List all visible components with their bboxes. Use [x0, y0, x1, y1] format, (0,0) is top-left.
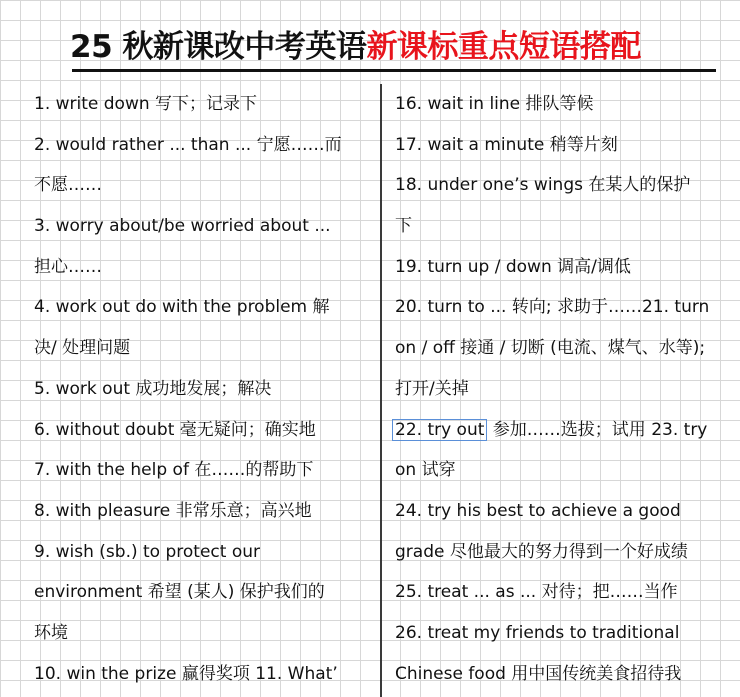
phrase-line: 19. turn up / down 调高/调低 — [395, 256, 631, 277]
phrase-line: 26. treat my friends to traditional — [395, 622, 680, 643]
right-column — [395, 84, 733, 694]
phrase-line: 20. turn to ... 转向; 求助于……21. turn — [395, 297, 710, 318]
phrase-line: 环境 — [34, 622, 68, 643]
phrase-line: 4. work out do with the problem 解 — [34, 297, 330, 318]
phrase-line-rest: 参加……选拔；试用 23. try — [487, 419, 708, 440]
phrase-line: environment 希望 (某人) 保护我们的 — [34, 582, 325, 603]
phrase-line: 17. wait a minute 稍等片刻 — [395, 134, 618, 155]
phrase-line: 8. with pleasure 非常乐意；高兴地 — [34, 500, 312, 521]
phrase-line: 7. with the help of 在……的帮助下 — [34, 460, 314, 481]
phrase-line: 24. try his best to achieve a good — [395, 500, 681, 521]
phrase-line: 10. win the prize 赢得奖项 11. What’ — [34, 663, 338, 684]
column-divider — [380, 84, 382, 697]
phrase-line: 1. write down 写下；记录下 — [34, 94, 258, 114]
phrase-line: 2. would rather ... than ... 宁愿……而 — [34, 134, 342, 155]
phrase-line: 决/ 处理问题 — [34, 338, 131, 359]
phrase-line-selected — [395, 410, 733, 451]
phrase-line: 下 — [395, 216, 412, 237]
selected-text-box[interactable]: 22. try out — [392, 419, 487, 441]
phrase-line: Chinese food 用中国传统美食招待我 — [395, 663, 682, 684]
phrase-line: grade 尽他最大的努力得到一个好成绩 — [395, 541, 688, 562]
phrase-line: 担心…… — [34, 256, 102, 277]
phrase-line: 25. treat ... as ... 对待；把……当作 — [395, 582, 678, 603]
phrase-line: 16. wait in line 排队等候 — [395, 94, 594, 114]
title-underline — [72, 69, 716, 72]
phrase-line: on / off 接通 / 切断 (电流、煤气、水等); — [395, 338, 706, 359]
phrase-line: 打开/关掉 — [395, 378, 469, 399]
title-highlight: 新课标重点短语搭配 — [366, 29, 641, 65]
phrase-line: 5. work out 成功地发展；解决 — [34, 378, 272, 399]
phrase-line: on 试穿 — [395, 460, 456, 481]
left-column — [34, 84, 376, 694]
page-title — [70, 22, 730, 72]
phrase-line: 不愿…… — [34, 175, 102, 196]
phrase-line: 9. wish (sb.) to protect our — [34, 541, 260, 562]
phrase-line: 6. without doubt 毫无疑问；确实地 — [34, 419, 316, 440]
title-main: 25 秋新课改中考英语 — [70, 29, 367, 65]
phrase-line: 18. under one’s wings 在某人的保护 — [395, 175, 691, 196]
phrase-line: 3. worry about/be worried about ... — [34, 216, 331, 237]
